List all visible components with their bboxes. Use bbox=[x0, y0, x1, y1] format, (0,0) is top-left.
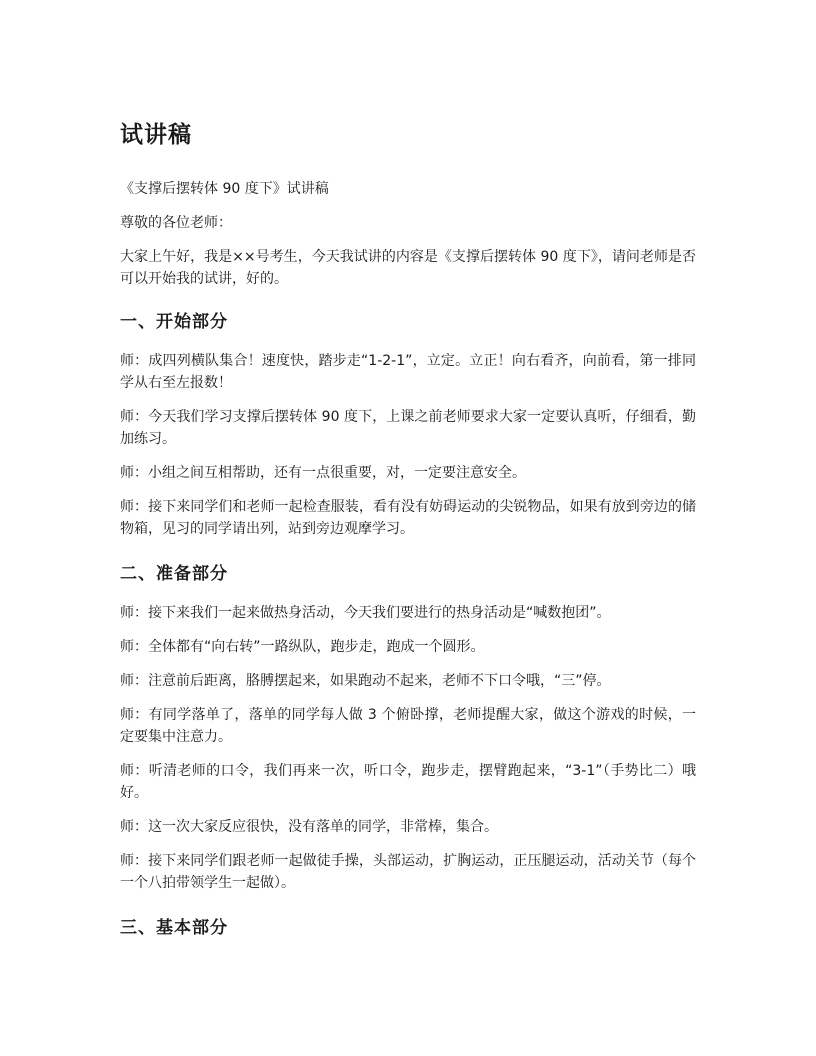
section-paragraph: 师：成四列横队集合！速度快，踏步走“1-2-1”，立定。立正！向右看齐，向前看，第一排同学从右至左报数！ bbox=[120, 353, 696, 391]
section-paragraph: 师：接下来我们一起来做热身活动，今天我们要进行的热身活动是“喊数抱团”。 bbox=[120, 605, 611, 621]
document-page bbox=[120, 118, 696, 956]
section-paragraph: 师：注意前后距离，胳膊摆起来，如果跑动不起来，老师不下口令哦，“三”停。 bbox=[120, 673, 611, 689]
section-heading-start: 一、开始部分 bbox=[120, 312, 228, 332]
section-paragraph: 师：有同学落单了，落单的同学每人做 3 个俯卧撑，老师提醒大家，做这个游戏的时候，一定要集中注意力。 bbox=[120, 707, 696, 745]
section-paragraph: 师：接下来同学们跟老师一起做徒手操，头部运动，扩胸运动，正压腿运动，活动关节（每个一个八拍带领学生一起做）。 bbox=[120, 853, 696, 891]
salutation: 尊敬的各位老师： bbox=[120, 215, 232, 231]
opening-paragraph: 大家上午好，我是××号考生，今天我试讲的内容是《支撑后摆转体 90 度下》，请问老师是否可以开始我的试讲，好的。 bbox=[120, 249, 696, 287]
section-heading-preparation: 二、准备部分 bbox=[120, 564, 228, 584]
section-paragraph: 师：这一次大家反应很快，没有落单的同学，非常棒，集合。 bbox=[120, 819, 498, 835]
section-paragraph: 师：小组之间互相帮助，还有一点很重要，对，一定要注意安全。 bbox=[120, 465, 526, 481]
section-paragraph: 师：听清老师的口令，我们再来一次，听口令，跑步走，摆臂跑起来，“3-1”（手势比二）哦好。 bbox=[120, 763, 696, 801]
section-paragraph: 师：今天我们学习支撑后摆转体 90 度下，上课之前老师要求大家一定要认真听，仔细看，勤加练习。 bbox=[120, 409, 696, 447]
document-title: 试讲稿 bbox=[120, 122, 192, 148]
document-subtitle: 《支撑后摆转体 90 度下》试讲稿 bbox=[120, 181, 329, 197]
section-heading-basic: 三、基本部分 bbox=[120, 918, 228, 938]
section-paragraph: 师：全体都有“向右转”一路纵队，跑步走，跑成一个圆形。 bbox=[120, 639, 485, 655]
section-paragraph: 师：接下来同学们和老师一起检查服装，看有没有妨碍运动的尖锐物品，如果有放到旁边的储物箱，见习的同学请出列，站到旁边观摩学习。 bbox=[120, 499, 696, 537]
